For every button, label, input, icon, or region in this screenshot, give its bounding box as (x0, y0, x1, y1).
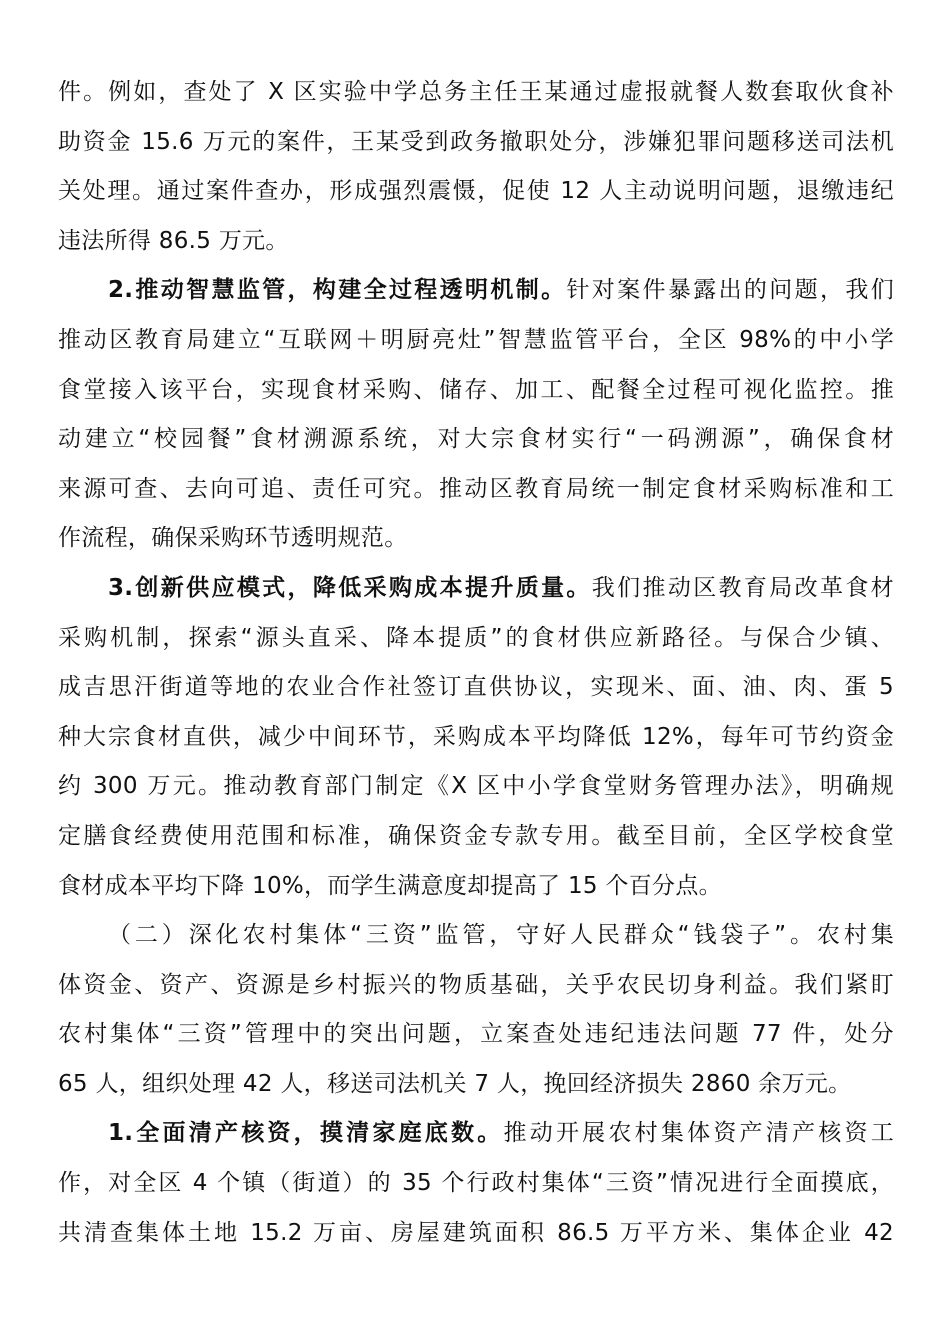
text-line: 违法所得 86.5 万元。 (58, 227, 289, 254)
text-line: 65 人，组织处理 42 人，移送司法机关 7 人，挽回经济损失 2860 余万元。 (58, 1070, 852, 1097)
text-line: 共清查集体土地 15.2 万亩、房屋建筑面积 86.5 万平方米、集体企业 42 (58, 1219, 894, 1246)
text-line: 来源可查、去向可追、责任可究。推动区教育局统一制定食材采购标准和工 (58, 475, 894, 502)
text-line: 件。例如，查处了 X 区实验中学总务主任王某通过虚报就餐人数套取伙食补 (58, 79, 894, 105)
paragraph-supply-innovation (58, 564, 894, 911)
text-run: 我们推动区教育局改革食材 (591, 574, 894, 601)
text-run: 针对案件暴露出的问题，我们 (566, 277, 894, 304)
text-line: 约 300 万元。推动教育部门制定《X 区中小学食堂财务管理办法》，明确规 (58, 773, 894, 800)
text-line (58, 564, 894, 614)
text-line: 食材成本平均下降 10%，而学生满意度却提高了 15 个百分点。 (58, 872, 722, 899)
section-heading: 1.全面清产核资，摸清家庭底数。 (108, 1120, 504, 1147)
text-line: （二）深化农村集体“三资”监管，守好人民群众“钱袋子”。农村集 (108, 922, 894, 949)
text-line: 农村集体“三资”管理中的突出问题，立案查处违纪违法问题 77 件，处分 (58, 1021, 894, 1048)
section-heading: 2.推动智慧监管，构建全过程透明机制。 (108, 277, 567, 304)
text-line (58, 266, 894, 316)
section-heading: 3.创新供应模式，降低采购成本提升质量。 (108, 574, 592, 601)
text-line: 食堂接入该平台，实现食材采购、储存、加工、配餐全过程可视化监控。推 (58, 376, 894, 403)
paragraph-asset-verification (58, 1109, 894, 1258)
text-line: 助资金 15.6 万元的案件，王某受到政务撤职处分，涉嫌犯罪问题移送司法机 (58, 128, 894, 155)
document-page (58, 68, 894, 1258)
text-line (58, 1109, 894, 1159)
text-line: 采购机制，探索“源头直采、降本提质”的食材供应新路径。与保合少镇、 (58, 624, 894, 651)
text-line: 关处理。通过案件查办，形成强烈震慑，促使 12 人主动说明问题，退缴违纪 (58, 178, 894, 205)
text-line: 推动区教育局建立“互联网＋明厨亮灶”智慧监管平台，全区 98%的中小学 (58, 326, 894, 353)
text-line: 作，对全区 4 个镇（街道）的 35 个行政村集体“三资”情况进行全面摸底， (58, 1170, 894, 1197)
text-line: 种大宗食材直供，减少中间环节，采购成本平均降低 12%，每年可节约资金 (58, 723, 894, 750)
paragraph-smart-supervision (58, 266, 894, 564)
paragraph-case-example (58, 68, 894, 266)
text-line: 作流程，确保采购环节透明规范。 (58, 525, 408, 552)
text-run: 推动开展农村集体资产清产核资工 (503, 1120, 894, 1147)
text-line: 体资金、资产、资源是乡村振兴的物质基础，关乎农民切身利益。我们紧盯 (58, 971, 894, 998)
text-line: 动建立“校园餐”食材溯源系统，对大宗食材实行“一码溯源”，确保食材 (58, 426, 894, 453)
text-line: 成吉思汗街道等地的农业合作社签订直供协议，实现米、面、油、肉、蛋 5 (58, 674, 894, 701)
text-line: 定膳食经费使用范围和标准，确保资金专款专用。截至目前，全区学校食堂 (58, 822, 894, 849)
paragraph-rural-assets (58, 911, 894, 1109)
